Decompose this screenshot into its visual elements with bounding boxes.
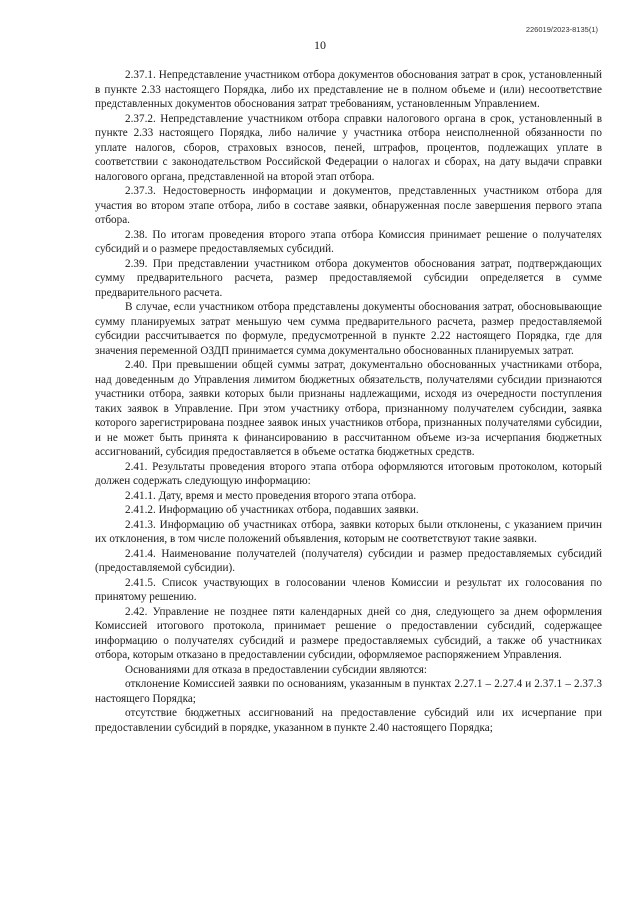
document-registration-number: 226019/2023-8135(1) [525, 25, 598, 34]
paragraph-2-37-3: 2.37.3. Недостоверность информации и документов, представленных участником отбора для участия во втором этапе отбора, либо в составе заявки, обнаруженная после завершения первого этапа отбора. [95, 185, 602, 226]
paragraph-refusal-item-1: отклонение Комиссией заявки по основаниям, указанным в пунктах 2.27.1 – 2.27.4 и 2.37.1 – 2.37.3 настоящего Порядка; [95, 678, 602, 705]
paragraph-2-37-2: 2.37.2. Непредставление участником отбора справки налогового органа в срок, установленный в пункте 2.33 настоящего Порядка, либо наличие у участника отбора неисполненной обязанности по уплате налогов, сборов, страховых взносов, пеней, штрафов, процентов, подлежащих уплате в соответствии с законодательством Российской Федерации о налогах и сборах, на дату выдачи справки налогового органа, представленной на второй этап отбора. [95, 112, 602, 183]
paragraph-2-38: 2.38. По итогам проведения второго этапа отбора Комиссия принимает решение о получателях субсидий и о размере предоставляемых субсидий. [95, 228, 602, 255]
page-number: 10 [314, 38, 326, 52]
paragraph-2-41-4: 2.41.4. Наименование получателей (получателя) субсидии и размер предоставляемых субсидий (предоставляемой субсидии). [95, 547, 602, 574]
paragraph-2-41-1: 2.41.1. Дату, время и место проведения второго этапа отбора. [125, 489, 417, 502]
paragraph-2-42: 2.42. Управление не позднее пяти календарных дней со дня, следующего за днем оформления Комиссией итогового протокола, принимает решение о предоставлении субсидий, содержащее информацию о получателях субсидий и размере предоставляемых субсидий, а также об участниках отбора, которым отказано в предоставлении субсидии, оформляемое распоряжением Управления. [95, 605, 602, 661]
paragraph-2-39: 2.39. При представлении участником отбора документов обоснования затрат, подтверждающих сумму предварительного расчета, размер предоставляемой субсидии определяется в сумме предварительного расчета. [95, 257, 602, 299]
document-body [95, 68, 602, 735]
paragraph-2-41: 2.41. Результаты проведения второго этапа отбора оформляются итоговым протоколом, который должен содержать следующую информацию: [95, 460, 602, 487]
paragraph-2-37-1: 2.37.1. Непредставление участником отбора документов обоснования затрат в срок, установленный в пункте 2.33 настоящего Порядка, либо их представление не в полном объеме и (или) несоответствие представленных документов обоснования затрат требованиям, установленным Управлением. [95, 69, 602, 110]
paragraph-2-40: 2.40. При превышении общей суммы затрат, документально обоснованных участниками отбора, над доведенным до Управления лимитом бюджетных обязательств, получателями субсидии признаются участники отбора, заявки которых были признаны надлежащими, исходя из очередности поступления таких заявок в Управление. При этом участнику отбора, признанному получателем субсидии, заявка которого зарегистрирована позднее заявок иных участников отбора, признанных получателями субсидии, и не может быть принята к финансированию в рассчитанном объеме из-за исчерпания бюджетных ассигнований, субсидия предоставляется в объеме остатка бюджетных средств. [95, 359, 602, 458]
paragraph-2-41-2: 2.41.2. Информацию об участниках отбора, подавших заявки. [125, 504, 419, 516]
paragraph-2-41-3: 2.41.3. Информацию об участниках отбора, заявки которых были отклонены, с указанием причин их отклонения, в том числе положений объявления, которым не соответствуют такие заявки. [95, 518, 602, 545]
paragraph-refusal-grounds: Основаниями для отказа в предоставлении субсидии являются: [125, 663, 427, 676]
paragraph-2-39-case: В случае, если участником отбора представлены документы обоснования затрат, обосновывающие сумму планируемых затрат меньшую чем сумма предварительного расчета, размер предоставляемой субсидии рассчитывается по формуле, предусмотренной в пункте 2.22 настоящего Порядка, где для значения переменной ОЗДП принимается сумма документально обоснованных планируемых затрат. [95, 301, 602, 357]
paragraph-2-41-5: 2.41.5. Список участвующих в голосовании членов Комиссии и результат их голосования по принятому решению. [95, 576, 602, 603]
paragraph-refusal-item-2: отсутствие бюджетных ассигнований на предоставление субсидий или их исчерпание при предоставлении субсидий в порядке, указанном в пункте 2.40 настоящего Порядка; [95, 707, 602, 734]
